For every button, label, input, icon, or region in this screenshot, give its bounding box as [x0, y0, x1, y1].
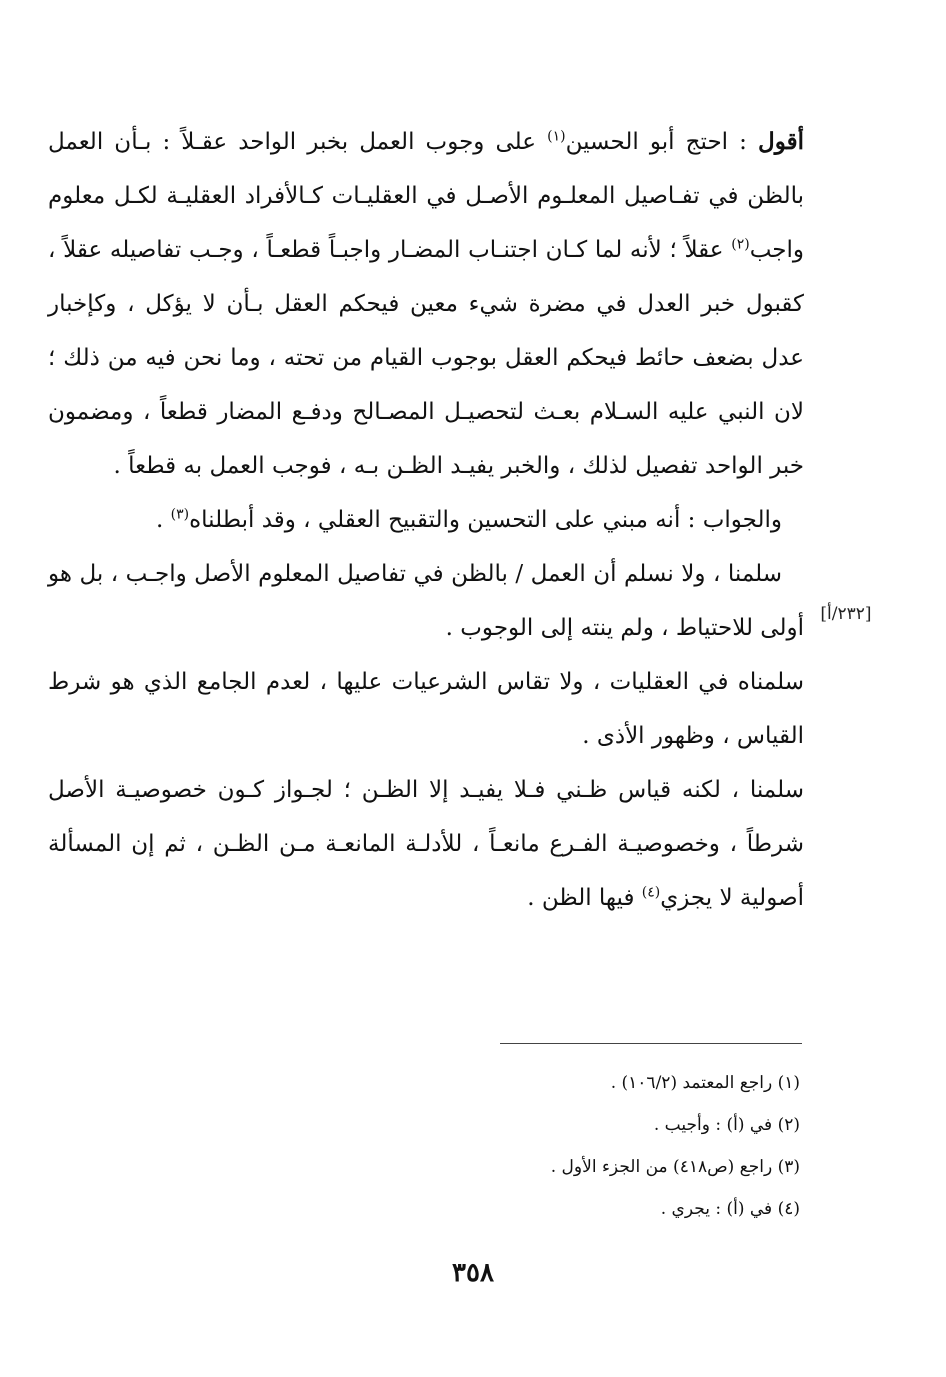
footnote-ref-4: (٤): [641, 884, 661, 901]
paragraph-5: [48, 763, 804, 925]
paragraph-1: [48, 115, 804, 493]
paragraph-1-text-b: على وجوب العمل بخبر الواحد عقـلاً : بـأن العمل بالظن في تفـاصيل المعلـوم الأصـل في العقليـات كـالأفراد العقليـة لكـل معلوم واجب: [48, 129, 804, 263]
footnote-3: (٣) راجع (ص٤١٨) من الجزء الأول .: [550, 1157, 800, 1177]
footnote-1: (١) راجع المعتمد (١٠٦/٢) .: [610, 1073, 800, 1093]
main-text: [48, 115, 804, 925]
footnote-divider: [500, 1043, 802, 1044]
manuscript-folio-note: [٢٣٢/أ]: [820, 604, 872, 624]
footnote-ref-3: (٣): [170, 506, 190, 523]
footnote-ref-2: (٢): [731, 236, 750, 253]
page-number: ٣٥٨: [452, 1258, 494, 1288]
paragraph-1-text-a: : احتج أبو الحسين: [565, 129, 759, 155]
paragraph-4: سلمناه في العقليات ، ولا تقاس الشرعيات عليها ، لعدم الجامع الذي هو شرط القياس ، وظهور الأذى .: [48, 669, 804, 749]
footnotes: [420, 1062, 800, 1230]
paragraph-2-text-a: والجواب : أنه مبني على التحسين والتقبيح العقلي ، وقد أبطلناه: [189, 507, 782, 533]
footnote-4: (٤) في (أ) : يجري .: [660, 1199, 800, 1219]
paragraph-2-text-b: .: [156, 507, 171, 533]
paragraph-5-text-b: فيها الظن .: [527, 885, 642, 911]
paragraph-1-text-c: عقلاً ؛ لأنه لما كـان اجتنـاب المضـار واجبـاً قطعـاً ، وجـب تفاصيله عقلاً ، كقبول خبر العدل في مضرة شيء معين فيحكم العقل بـأن لا يؤكل ، وكإخبار عدل بضعف حائط فيحكم العقل بوجوب القيام من تحته ، وما نحن فيه من ذلك ؛ لان النبي عليه السـلام بعـث لتحصيـل المصـالح ودفـع المضار قطعاً ، ومضمون خبر الواحد تفصيل لذلك ، والخبر يفيـد الظـن بـه ، فوجب العمل به قطعاً .: [48, 237, 804, 479]
footnote-ref-1: (١): [547, 128, 566, 145]
paragraph-2: [48, 493, 804, 547]
paragraph-5-text-a: سلمنا ، لكنه قياس ظـني فـلا يفيـد إلا الظـن ؛ لجـواز كـون خصوصيـة الأصل شرطاً ، وخصوصيـة الفـرع مانعـاً ، للأدلـة المانعـة مـن الظـن ، ثم إن المسألة أصولية لا يجزي: [48, 777, 804, 911]
paragraph-3: سلمنا ، ولا نسلم أن العمل / بالظن في تفاصيل المعلوم الأصل واجـب ، بل هو أولى للاحتياط ، ولم ينته إلى الوجوب .: [48, 561, 804, 641]
footnote-2: (٢) في (أ) : وأجيب .: [653, 1115, 800, 1135]
lead-word: أقول: [758, 128, 805, 155]
